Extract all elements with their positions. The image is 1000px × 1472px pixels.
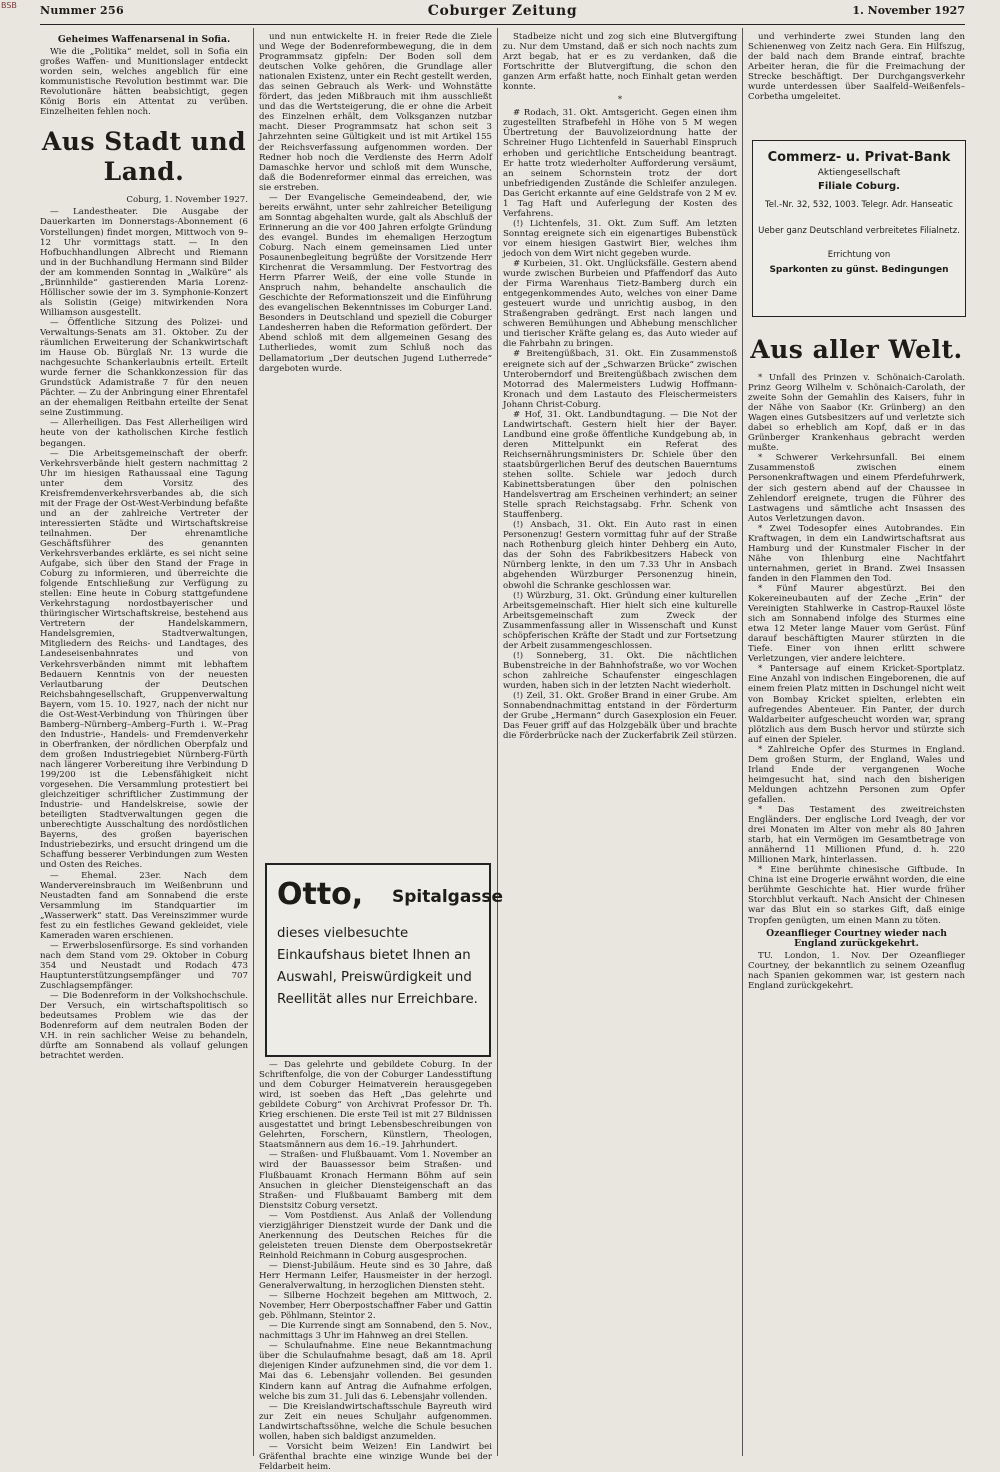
article-verkehrsverbaende: — Die Arbeitsgemeinschaft der oberfr. Verkehrsverbände hielt gestern nachmittag 2 Uhr im hiesigen Rathaussaal eine Tagung unter dem Vorsitz des Kreisfremdenverkehrsverbandes ab, die sich mit der Frage der Ost-West-Verbindung befaßte und an der zahlreiche Vertreter der interessierten Städte und Wirtschaftskreise teilnahmen. Der ehrenamtliche Geschäftsführer des genannten Verkehrsverbandes erklärte, es sei nicht seine Aufgabe, sich über den Stand der Frage in Coburg zu informieren, und überreichte die folgende Entschließung zur Verfügung zu stellen: Eine heute in Coburg stattgefundene Verkehrstagung nordostbayerischer und thüringischer Wirtschaftskreise, bestehend aus Vertretern der Handelskammern, Handelsgremien, Stadtverwaltungen, Mitgliedern des Reichs- und Landtages, des Landeseisenbahnrates und von Verkehrsverbänden nimmt mit lebhaftem Bedauern Kenntnis von der neuesten Verlautbarung der Deutschen Reichsbahngesellschaft, Gruppenverwaltung Bayern, vom 15. 10. 1927, nach der nicht nur die Ost-West-Verbindung von Thüringen über Bamberg–Nürnberg–Amberg–Furth i. W.–Prag den Industrie-, Handels- und Fremdenverkehr in Oberfranken, der nördlichen Oberpfalz und dem großen Industriegebiet Nürnberg-Fürth nach längerer Vorbereitung ihre Verbindung D 199/200 ist die Lebensfähigkeit nicht vorgesehen. Die Versammlung protestiert bei gleichzeitiger schriftlicher Zustimmung der Industrie- und Handelskreise, sowie der beteiligten Stadtverwaltungen gegen die unberechtigte Ausschaltung des nordöstlichen Bayerns, des großen bayerischen Industriebezirks, und ersucht dringend um die Schaffung besserer Verbindungen zum Westen und Osten des Reiches. xyxy=(40,448,248,871)
article-allerheiligen: — Allerheiligen. Das Fest Allerheiligen wird heute von der katholischen Kirche festlich begangen. xyxy=(40,418,248,449)
ad-otto-name: Otto, xyxy=(277,877,364,912)
column-3 xyxy=(503,32,737,1457)
article-polizeisenat: — Öffentliche Sitzung des Polizei- und Verwaltungs-Senats am 31. Oktober. Zu der räumlichen Erweiterung der Schankwirtschaft im Hause Ob. Bürglaß Nr. 13 wurde die nachgesuchte Schankerlaubnis erteilt. Erteilt wurde ferner die Schankkonzession für das Grundstück Adamistraße 7 für den neuen Pächter. — Zu der Anbringung einer Ehrentafel an der ehemaligen Reitbahn erteilte der Senat seine Zustimmung. xyxy=(40,317,248,419)
article-landestheater: — Landestheater. Die Ausgabe der Dauerkarten im Donnerstags-Abonnement (6 Vorstellungen) findet morgen, Mittwoch von 9–12 Uhr vormittags statt. — In den Hofbuchhandlungen Albrecht und Riemann und in der Buchhandlung Hermann sind Bilder der am kommenden Sonntag in „Walküre“ als „Brünnhilde“ gastierenden Maria Lorenz-Höllischer sowie der im 3. Symphonie-Konzert als Solistin (Geige) mitwirkenden Nora Williamson ausgestellt. xyxy=(40,207,248,318)
article-weizen: — Vorsicht beim Weizen! Ein Landwirt bei Gräfenthal brachte eine winzige Wunde bei der Feldarbeit heim. xyxy=(259,1441,492,1472)
article-gemeindeabend: — Der Evangelische Gemeindeabend, der, wie bereits erwähnt, unter sehr zahlreicher Beteiligung am Sonntag abgehalten wurde, galt als Abschluß der Erinnerung an die vor 400 Jahren erfolgte Gründung des evangel. Bundes im ehemaligen Herzogtum Coburg. Nach einem gemeinsamen Lied unter Posaunenbegleitung begrüßte der Vorsitzende Herr Kirchenrat die Versammlung. Der Festvortrag des Herrn Pfarrer Weiß, der eine volle Stunde in Anspruch nahm, behandelte anschaulich die Geschichte der Reformationszeit und die Einführung des evangelischen Bekenntnisses im Coburger Land. Besonders in Deutschland und speziell die Coburger Landesherren haben die Reformation gefördert. Der Abend schloß mit dem allgemeinen Gesang des Lutherliedes, womit zum Schluß noch das Dellamatorium „Der deutschen Jugend Lutherrede“ dargeboten wurde. xyxy=(259,192,492,374)
advertisement-bank xyxy=(752,140,966,317)
article-giftbude: * Eine berühmte chinesische Giftbude. In China ist eine Drogerie erwähnt worden, die eine berühmte Geschichte hat. Hier wurde früher Storchblut verkauft. Nach Ansicht der Chinesen war das Blut ein so starkes Gift, daß einige Tropfen genügten, um einen Mann zu töten. xyxy=(748,865,965,926)
article-burbeien: # Kurbeien, 31. Okt. Unglücksfälle. Gestern abend wurde zwischen Burbeien und Pfaffendorf das Auto der Firma Warenhaus Tietz-Bamberg durch ein entgegenkommendes Auto, welches von einer Dame gesteuert wurde und unrichtig ausbog, in den Straßengraben gedrängt. Erst nach langen und schweren Bemühungen und Abhebung menschlicher und tierischer Kräfte gelang es, das Auto wieder auf die Fahrbahn zu bringen. xyxy=(503,259,737,350)
article-courtney: TU. London, 1. Nov. Der Ozeanflieger Courtney, der bekanntlich zu seinem Ozeanflug nach Spanien gekommen war, ist gestern nach England zurückgekehrt. xyxy=(748,950,965,991)
article-zeil: (!) Zeil, 31. Okt. Großer Brand in einer Grube. Am Sonnabendnachmittag entstand in der Förderturm der Grube „Hermann“ durch Gasexplosion ein Feuer. Das Feuer griff auf das Holzgebälk über und brachte die Förderbrücke nach der Zuckerfabrik Zeil stürzen. xyxy=(503,691,737,742)
masthead: Coburger Zeitung xyxy=(427,3,578,19)
article-sonneberg: (!) Sonneberg, 31. Okt. Die nächtlichen Bubenstreiche in der Bahnhofstraße, wo vor Wochen schon zahlreiche Schaufenster eingeschlagen wurden, haben sich in der letzten Nacht wiederholt. xyxy=(503,650,737,691)
issue-number: Nummer 256 xyxy=(40,4,124,17)
library-stamp: BSB xyxy=(1,1,17,10)
article-testament: * Das Testament des zweitreichsten Engländers. Der englische Lord Iveagh, der vor drei Monaten im Alter von mehr als 80 Jahren starb, hat ein Vermögen im Gesamtbetrage von annähernd 11 Millionen Pfund, d. h. 220 Millionen Mark, hinterlassen. xyxy=(748,805,965,866)
column-2-top xyxy=(259,32,492,862)
article-bahnstrecke: und verhinderte zwei Stunden lang den Schienenweg von Zeitz nach Gera. Ein Hilfszug, der bald nach dem Brande eintraf, brachte Arbeiter heran, die für die Freimachung der Strecke beschäftigt. Der Durchgangsverkehr wurde unterdessen über Saalfeld–Weißenfels–Corbetha umgeleitet. xyxy=(748,32,965,103)
ad-bank-branch: Filiale Coburg. xyxy=(818,181,900,192)
ad-bank-network: Ueber ganz Deutschland verbreitetes Filialnetz. xyxy=(758,226,960,236)
article-erwerbslosen: — Erwerbslosenfürsorge. Es sind vorhanden nach dem Stand vom 29. Oktober in Coburg 354 und Neustadt und Rodach 473 Hauptunterstützungsempfänger und 707 Zuschlagsempfänger. xyxy=(40,940,248,992)
article-autobrand: * Zwei Todesopfer eines Autobrandes. Ein Kraftwagen, in dem ein Landwirtschaftsrat aus Hamburg und der Kunstmaler Fischer in der Nähe von Ihlenburg eine Nachtfahrt unternahmen, geriet in Brand. Zwei Insassen fanden in den Flammen den Tod. xyxy=(748,523,965,584)
ad-bank-name: Commerz- u. Privat-Bank xyxy=(767,150,951,165)
ad-otto-street: Spitalgasse xyxy=(392,887,504,907)
ad-bank-errichtung: Errichtung von xyxy=(827,250,891,260)
article-verkehrsunfall: * Schwerer Verkehrsunfall. Bei einem Zusammenstoß zwischen einem Personenkraftwagen und einem Pferdefuhrwerk, der sich gestern abend auf der Chaussee in Zehlendorf ereignete, trugen die Führer des Lastwagens und sämtliche acht Insassen des Autos Verletzungen davon. xyxy=(748,453,965,524)
article-postdienst: — Vom Postdienst. Aus Anlaß der Vollendung vierzigjähriger Dienstzeit wurde der Dank und die Anerkennung des Deutschen Reiches für die geleisteten treuen Dienste dem Oberpostsekretär Reinhold Reichmann in Coburg ausgesprochen. xyxy=(259,1210,492,1261)
headline-courtney: Ozeanflieger Courtney wieder nach England zurückgekehrt. xyxy=(766,927,947,949)
dateline: Coburg, 1. November 1927. xyxy=(126,195,248,206)
column-4-top xyxy=(748,32,965,132)
article-ansbach: (!) Ansbach, 31. Okt. Ein Auto rast in einen Personenzug! Gestern vormittag fuhr auf der Straße nach Rothenburg gleich hinter Dehberg ein Auto, das der Sohn des Fabrikbesitzers Habeck von Nürnberg lenkte, in den um 7.33 Uhr in Ansbach abgehenden Würzburger Personenzug hinein, obwohl die Schranke geschlossen war. xyxy=(503,520,737,591)
header-rule xyxy=(40,24,965,25)
ad-bank-tel: Tel.-Nr. 32, 532, 1003. Telegr. Adr. Hanseatic xyxy=(765,200,953,210)
article-panter: * Pantersage auf einem Kricket-Sportplatz. Eine Anzahl von indischen Eingeborenen, die auf einem freien Platz mitten in Dschungel nicht weit von Bombay Kricket spielten, erlebten ein aufregendes Abenteuer. Ein Panter, der durch Waldarbeiter aufgescheucht worden war, sprang plötzlich aus dem Busch hervor und stürzte sich auf einen der Spieler. xyxy=(748,664,965,745)
article-kurrende: — Die Kurrende singt am Sonnabend, den 5. Nov., nachmittags 3 Uhr im Hahnweg an drei Stellen. xyxy=(259,1321,492,1342)
article-bodenreform: — Die Bodenreform in der Volkshochschule. Der Versuch, ein wirtschaftspolitisch so bedeutsames Problem wie das der Bodenreform auf dem neutralen Boden der V.H. in rein sachlicher Weise zu behandeln, dürfte am Sonnabend als vollauf gelungen betrachtet werden. xyxy=(40,991,248,1062)
article-prinz-unfall: * Unfall des Prinzen v. Schönaich-Carolath. Prinz Georg Wilhelm v. Schönaich-Carolath, der zweite Sohn der Gemahlin des Kaisers, fuhr in der Nähe von Saabor (Kr. Grünberg) an den Wagen eines Gutsbesitzers auf und verletzte sich dabei so erheblich am Kopf, daß er in das Grünberger Krankenhaus gebracht werden mußte. xyxy=(748,373,965,454)
column-1 xyxy=(40,32,248,1457)
article-rodach: # Rodach, 31. Okt. Amtsgericht. Gegen einen ihm zugestellten Strafbefehl in Höhe von 5 M wegen Übertretung der Bauvolizeiordnung hatte der Schreiner Hugo Lichtenfeld in Sauerhabl Einspruch erhoben und gerichtliche Entscheidung beantragt. Er hatte trotz wiederholter Aufforderung versäumt, an seinem Schornstein trotz der dort unbefriedigenden Zustände die Schleifer anzulegen. Das Gericht erkannte auf eine Geldstrafe von 2 M ev. 1 Tag Haft und Auferlegung der Kosten des Verfahrens. xyxy=(503,108,737,219)
column-divider xyxy=(742,28,743,1456)
ad-bank-type: Aktiengesellschaft xyxy=(817,168,901,178)
column-divider xyxy=(497,28,498,1456)
article-flussbauamt: — Straßen- und Flußbauamt. Vom 1. November an wird der Bauassessor beim Straßen- und Flußbauamt Kronach Hermann Böhm auf sein Ansuchen in gleicher Diensteigenschaft an das Straßen- und Flußbauamt Bamberg mit dem Dienstsitz Coburg versetzt. xyxy=(259,1150,492,1211)
article-gelehrtes-coburg: — Das gelehrte und gebildete Coburg. In der Schriftenfolge, die von der Coburger Landesstiftung und dem Coburger Heimatverein herausgegeben wird, ist soeben das Heft „Das gelehrte und gebildete Coburg“ von Archivrat Professor Dr. Th. Krieg erschienen. Die erste Teil ist mit 27 Bildnissen ausgestattet und bringt Lebensbeschreibungen von Gelehrten, Forschern, Künstlern, Theologen, Staatsmännern aus dem 16.–19. Jahrhundert. xyxy=(259,1060,492,1151)
article-sofia: Wie die „Politika“ meldet, soll in Sofia ein großes Waffen- und Munitionslager entdeckt worden sein, welches angeblich für eine kommunistische Revolution bestimmt war. Die Revolutionäre hätten beabsichtigt, gegen König Boris ein Attentat zu verüben. Einzelheiten fehlen noch. xyxy=(40,47,248,118)
section-title-aller-welt: Aus aller Welt. xyxy=(750,335,963,364)
article-ehemal-23er: — Ehemal. 23er. Nach dem Wandervereinsbrauch im Weißenbrunn und Neustadten fand am Sonnabend die erste Versammlung im Standquartier im „Wasserwerk“ statt. Das Vereinszimmer wurde fest zu ein festliches Gewand gekleidet, viele Kameraden waren erschienen. xyxy=(40,870,248,941)
article-kreislandwirtschaft: — Die Kreislandwirtschaftsschule Bayreuth wird zur Zeit ein neues Schuljahr aufgenommen. Landwirtschaftssöhne, welche die Schule besuchen wollen, haben sich baldigst anzumelden. xyxy=(259,1401,492,1442)
page-header xyxy=(40,4,965,24)
column-divider xyxy=(253,28,254,1456)
article-bodenreform-cont: und nun entwickelte H. in freier Rede die Ziele und Wege der Bodenreformbewegung, die in dem Programmsatz gipfeln: Der Boden soll dem deutschen Volke gehören, die Grundlage aller nationalen Existenz, unter ein Recht gestellt werden, das seinen Gebrauch als Werk- und Wohnstätte fördert, das jeden Mißbrauch mit ihm ausschließt und das die Wertsteigerung, die er ohne die Arbeit des Einzelnen erhält, dem Volksganzen nutzbar macht. Dieser Programmsatz hat schon seit 3 Jahrzehnten seine Gültigkeit und ist mit Artikel 155 der Reichsverfassung aufgenommen worden. Der Redner hob noch die Verdienste des Herrn Adolf Damaschke hervor und schloß mit dem Wunsche, daß die Bodenreformer einmal das erreichen, was sie erstreben. xyxy=(259,32,492,193)
column-2-bottom xyxy=(259,1060,492,1472)
article-lichtenfels: (!) Lichtenfels, 31. Okt. Zum Suff. Am letzten Sonntag ereignete sich ein eigenartiges Bubenstück vor einem hiesigen Gastwirt Bier, welches ihm jedoch von dem Wirt nicht gegeben wurde. xyxy=(503,218,737,259)
separator-star: * xyxy=(617,95,623,106)
article-schulaufnahme: — Schulaufnahme. Eine neue Bekanntmachung über die Schulaufnahme besagt, daß am 18. April diejenigen Kinder aufzunehmen sind, die vor dem 1. Mai das 6. Lebensjahr vollenden. Bei gesunden Kindern kann auf Antrag die Aufnahme erfolgen, welche bis zum 31. Juli das 6. Lebensjahr vollenden. xyxy=(259,1341,492,1402)
advertisement-otto xyxy=(265,863,504,1057)
article-sturm-england: * Zahlreiche Opfer des Sturmes in England. Dem großen Sturm, der England, Wales und Irland Ende der vergangenen Woche heimgesucht hat, sind nach den bisherigen Meldungen achtzehn Personen zum Opfer gefallen. xyxy=(748,744,965,805)
article-breitenguessbach: # Breitengüßbach, 31. Okt. Ein Zusammenstoß ereignete sich auf der „Schwarzen Brücke“ zwischen Unteroberndorf und Breitengüßbach zwischen dem Motorrad des Malermeisters Ludwig Hoffmann-Kronach und dem Lastauto des Fleischermeisters Johann Christ-Coburg. xyxy=(503,349,737,410)
column-4-bottom xyxy=(748,325,965,1456)
ad-bank-sparkonten: Sparkonten zu günst. Bedingungen xyxy=(769,265,949,275)
section-title-stadt-land: Aus Stadt und Land. xyxy=(41,127,247,187)
article-wuerzburg: (!) Würzburg, 31. Okt. Gründung einer kulturellen Arbeitsgemeinschaft. Hier hielt sich eine kulturelle Arbeitsgemeinschaft zum Zweck der Zusammenfassung aller in Wissenschaft und Kunst schöpferischen Kräfte der Stadt und zur Fortsetzung der Arbeit zusammengeschlossen. xyxy=(503,590,737,651)
issue-date: 1. November 1927 xyxy=(852,4,965,17)
ad-otto-text: dieses vielbesuchte Einkaufshaus bietet Ihnen an Auswahl, Preiswürdigkeit und Reellität alles nur Erreichbare. xyxy=(277,926,478,1007)
article-blutvergiftung: Stadbeize nicht und zog sich eine Blutvergiftung zu. Nur dem Umstand, daß er sich noch nachts zum Arzt begab, hat er es zu verdanken, daß die Fortschritte der Blutvergiftung, die schon den ganzen Arm erfaßt hatte, noch Einhalt getan werden konnte. xyxy=(503,32,737,93)
article-silberne-hochzeit: — Silberne Hochzeit begehen am Mittwoch, 2. November, Herr Oberpostschaffner Faber und Gattin geb. Pöhlmann, Steintor 2. xyxy=(259,1291,492,1322)
article-dienstjubilaeum: — Dienst-Jubiläum. Heute sind es 30 Jahre, daß Herr Hermann Leifer, Hausmeister in der herzogl. Generalverwaltung, in herzoglichen Diensten steht. xyxy=(259,1260,492,1292)
article-maurer: * Fünf Maurer abgestürzt. Bei den Kokereineubauten auf der Zeche „Erin“ der Vereinigten Stahlwerke in Castrop-Rauxel löste sich am Sonnabend infolge des Sturmes eine etwa 12 Meter lange Mauer vom Gerüst. Fünf darauf beschäftigten Maurer stürzten in die Tiefe. Einer von ihnen erlitt schwere Verletzungen, vier andere leichtere. xyxy=(748,583,965,665)
article-hof: # Hof, 31. Okt. Landbundtagung. — Die Not der Landwirtschaft. Gestern hielt hier der Bayer. Landbund eine große öffentliche Kundgebung ab, in deren Mittelpunkt ein Referat des Reichsernährungsministers Dr. Schiele über den staatsbürgerlichen Beruf des deutschen Bauerntums stehen sollte. Schiele war jedoch durch Kabinettsberatungen über den polnischen Handelsvertrag am Erscheinen verhindert; an seiner Stelle sprach Reichstagsabg. Frhr. Schenk von Stauffenberg. xyxy=(503,409,737,521)
headline-sofia: Geheimes Waffenarsenal in Sofia. xyxy=(57,34,231,45)
